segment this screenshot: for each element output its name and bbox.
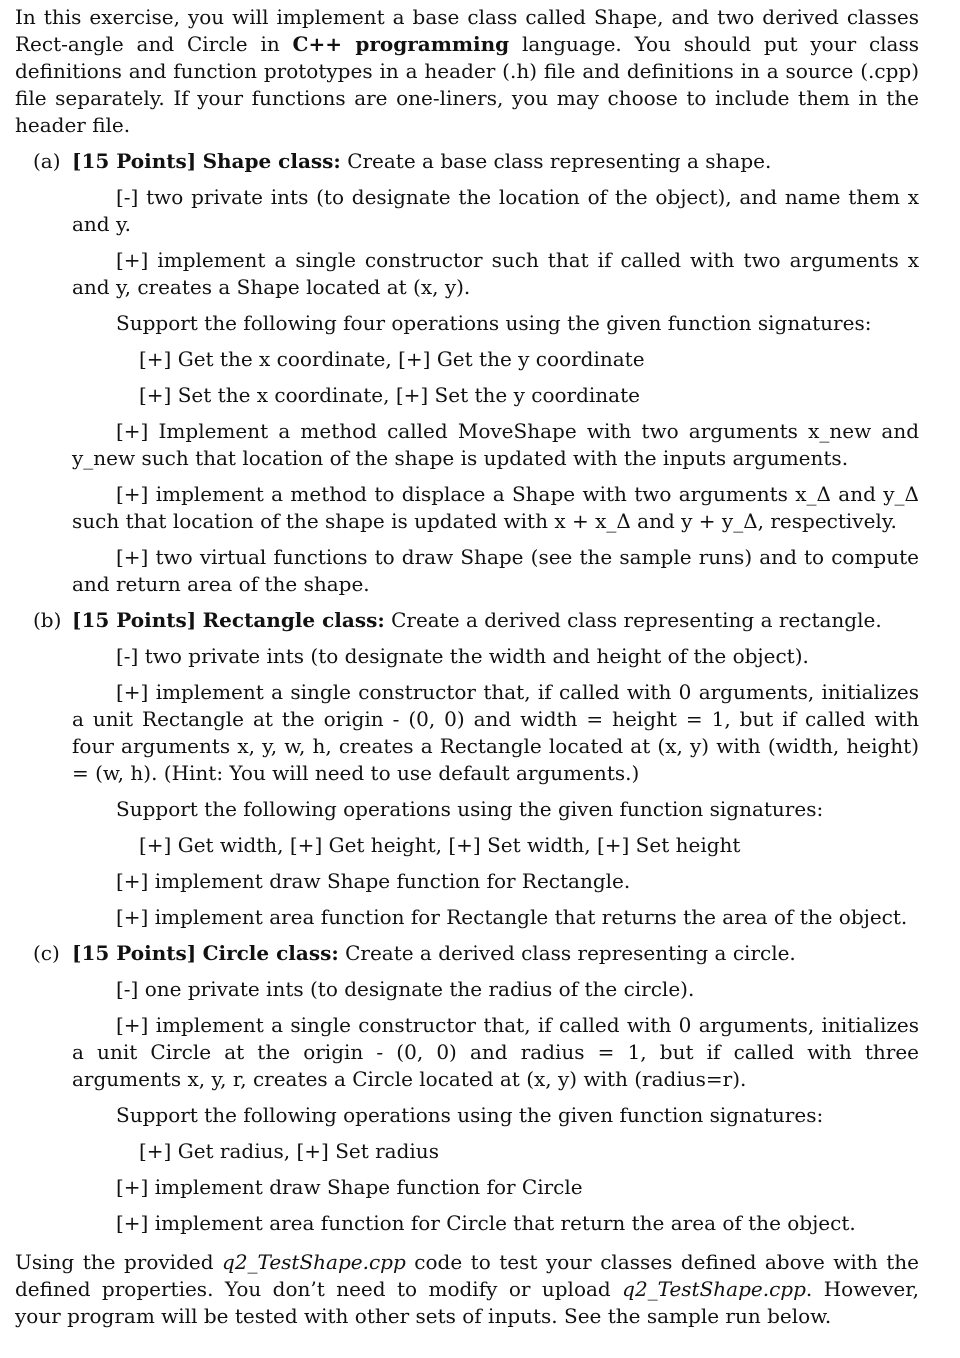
section-rectangle (15, 607, 919, 931)
section-letter: (b) (33, 608, 62, 632)
section-description: Create a derived class representing a rectangle. (391, 608, 882, 632)
requirement-item: [+] implement area function for Rectangle that returns the area of the object. (116, 905, 908, 929)
requirement-item: [+] implement a single constructor such that if called with two arguments x and y, creates a Shape located at (x, y). (72, 248, 919, 299)
support-text: Support the following operations using the given function signatures: (116, 797, 824, 821)
closing-filename-1: q2_TestShape.cpp (222, 1250, 406, 1274)
requirement-item: [+] implement draw Shape function for Circle (116, 1175, 583, 1199)
closing-text-3: . However, your program will be tested with other sets of inputs. See the sample run below. (15, 1277, 919, 1328)
operations-line: [+] Get the x coordinate, [+] Get the y coordinate (139, 347, 645, 371)
closing-paragraph (15, 1249, 919, 1330)
support-text: Support the following four operations using the given function signatures: (116, 311, 872, 335)
operations-line: [+] Set the x coordinate, [+] Set the y coordinate (139, 383, 640, 407)
closing-text-1: Using the provided (15, 1250, 223, 1274)
section-points: [15 Points] (72, 608, 197, 632)
section-description: Create a base class representing a shape. (347, 149, 772, 173)
requirement-item: [+] implement a single constructor that, if called with 0 arguments, initializes a unit Circle at the origin - (0, 0) and radius = 1, but if called with three arguments x, y, r, creates a Circle located at (x, y) with (radius=r). (72, 1013, 919, 1091)
section-name: Circle class: (202, 941, 339, 965)
section-circle (15, 940, 919, 1237)
section-heading (15, 940, 919, 967)
section-description: Create a derived class representing a circle. (345, 941, 796, 965)
requirement-item: [-] two private ints (to designate the location of the object), and name them x and y. (72, 185, 919, 236)
requirement-item: [+] implement a single constructor that, if called with 0 arguments, initializes a unit Rectangle at the origin - (0, 0) and width = height = 1, but if called with four arguments x, y, w, h, creates a Rectangle located at (x, y) with (width, height) = (w, h). (Hint: You will need to use default arguments.) (72, 680, 919, 785)
requirement-item: [+] Implement a method called MoveShape with two arguments x_new and y_new such that location of the shape is updated with the inputs arguments. (72, 419, 919, 470)
support-text: Support the following operations using the given function signatures: (116, 1103, 824, 1127)
operations-line: [+] Get width, [+] Get height, [+] Set width, [+] Set height (139, 833, 741, 857)
document-page (15, 4, 919, 1330)
intro-text-1: In this exercise, you will implement a base class called Shape, and two derived classes Rect-angle and Circle in (15, 5, 919, 56)
section-letter: (c) (33, 941, 60, 965)
intro-text-2: language. You should put your class definitions and function prototypes in a header (.h) file and definitions in a source (.cpp) file separately. If your functions are one-liners, you may choose to include them in the header file. (15, 32, 920, 137)
section-points: [15 Points] (72, 149, 197, 173)
requirement-item: [-] one private ints (to designate the radius of the circle). (116, 977, 695, 1001)
intro-language: C++ programming (292, 32, 510, 56)
section-name: Rectangle class: (202, 608, 385, 632)
closing-text-2: code to test your classes defined above with the defined properties. You don’t need to modify or upload (15, 1250, 919, 1301)
section-points: [15 Points] (72, 941, 197, 965)
requirement-item: [+] implement a method to displace a Shape with two arguments x_Δ and y_Δ such that location of the shape is updated with x + x_Δ and y + y_Δ, respectively. (72, 482, 919, 533)
closing-filename-2: q2_TestShape.cpp (622, 1277, 806, 1301)
section-name: Shape class: (202, 149, 341, 173)
operations-line: [+] Get radius, [+] Set radius (139, 1139, 439, 1163)
requirement-item: [+] two virtual functions to draw Shape (see the sample runs) and to compute and return area of the shape. (72, 545, 919, 596)
requirement-item: [+] implement draw Shape function for Rectangle. (116, 869, 631, 893)
section-heading (15, 148, 919, 175)
intro-paragraph (15, 4, 919, 139)
section-letter: (a) (33, 149, 61, 173)
requirement-item: [+] implement area function for Circle that return the area of the object. (116, 1211, 856, 1235)
section-heading (15, 607, 919, 634)
section-shape (15, 148, 919, 598)
requirement-item: [-] two private ints (to designate the width and height of the object). (116, 644, 809, 668)
